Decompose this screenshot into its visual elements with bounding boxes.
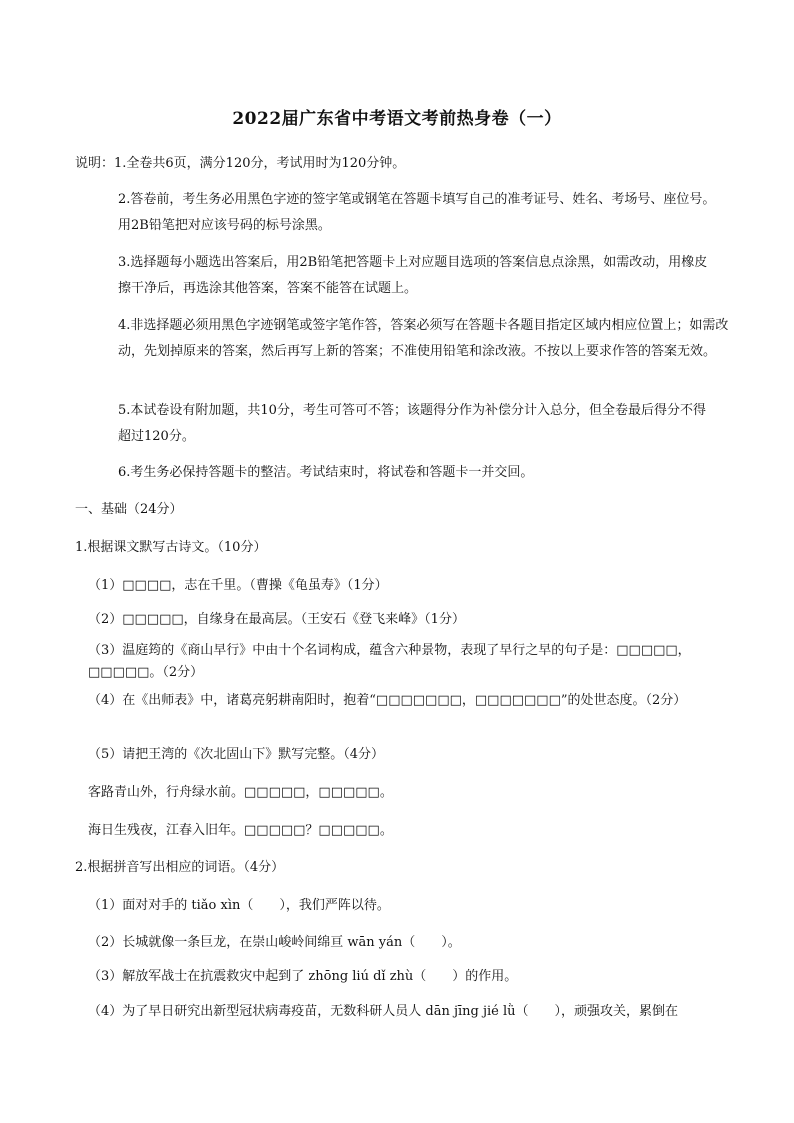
page-title: 2022届广东省中考语文考前热身卷（一）	[232, 109, 562, 129]
poem-line-1: 客路青山外，行舟绿水前。□□□□□，□□□□□。	[88, 785, 393, 800]
question-1-sub-4: （4）在《出师表》中，诸葛亮躬耕南阳时，抱着“□□□□□□□，□□□□□□□”的处世态度。（2分）	[88, 693, 687, 708]
instruction-item-6: 6.考生务必保持答题卡的整洁。考试结束时，将试卷和答题卡一并交回。	[118, 465, 534, 480]
instruction-item-4: 4.非选择题必须用黑色字迹钢笔或签字笔作答，答案必须写在答题卡各题目指定区域内相应位置上；如需改动，先划掉原来的答案，然后再写上新的答案；不准使用铅笔和涂改液。不按以上要求作答的答案无效。	[118, 318, 729, 359]
question-2-sub-2: （2）长城就像一条巨龙，在崇山峻岭间绵亘 wān yán（ ）。	[88, 935, 461, 950]
question-2-stem: 2.根据拼音写出相应的词语。（4分）	[75, 860, 285, 875]
question-2-sub-3: （3）解放军战士在抗震救灾中起到了 zhōng liú dǐ zhù（ ）的作用。	[88, 969, 518, 984]
instructions-intro: 说明：1.全卷共6页，满分120分，考试用时为120分钟。	[75, 156, 406, 171]
question-1-stem: 1.根据课文默写古诗文。（10分）	[75, 540, 267, 555]
instruction-item-5: 5.本试卷设有附加题，共10分，考生可答可不答；该题得分作为补偿分计入总分，但全卷最后得分不得超过120分。	[118, 403, 706, 444]
question-1-sub-2: （2）□□□□□，自缘身在最高层。（王安石《登飞来峰》（1分）	[88, 612, 465, 627]
question-2-sub-1: （1）面对对手的 tiǎo xìn（ ），我们严阵以待。	[88, 898, 390, 913]
question-2-sub-4: （4）为了早日研究出新型冠状病毒疫苗，无数科研人员人 dān jīng jié lǜ（ ），顽强攻关，累倒在	[88, 1004, 679, 1019]
question-1-sub-3: （3）温庭筠的《商山早行》中由十个名词构成，蕴含六种景物，表现了早行之早的句子是：□□□□□，□□□□□。（2分）	[88, 643, 691, 680]
instruction-item-3: 3.选择题每小题选出答案后，用2B铅笔把答题卡上对应题目选项的答案信息点涂黑，如需改动，用橡皮擦干净后，再选涂其他答案，答案不能答在试题上。	[118, 255, 708, 296]
instruction-item-2: 2.答卷前，考生务必用黑色字迹的签字笔或钢笔在答题卡填写自己的准考证号、姓名、考场号、座位号。用2B铅笔把对应该号码的标号涂黑。	[118, 192, 716, 233]
section-heading: 一、基础（24分）	[75, 502, 183, 517]
poem-line-2: 海日生残夜，江春入旧年。□□□□□？□□□□□。	[88, 823, 393, 838]
question-1-sub-5: （5）请把王湾的《次北固山下》默写完整。（4分）	[88, 747, 385, 762]
question-1-sub-1: （1）□□□□，志在千里。（曹操《龟虽寿》（1分）	[88, 578, 388, 593]
